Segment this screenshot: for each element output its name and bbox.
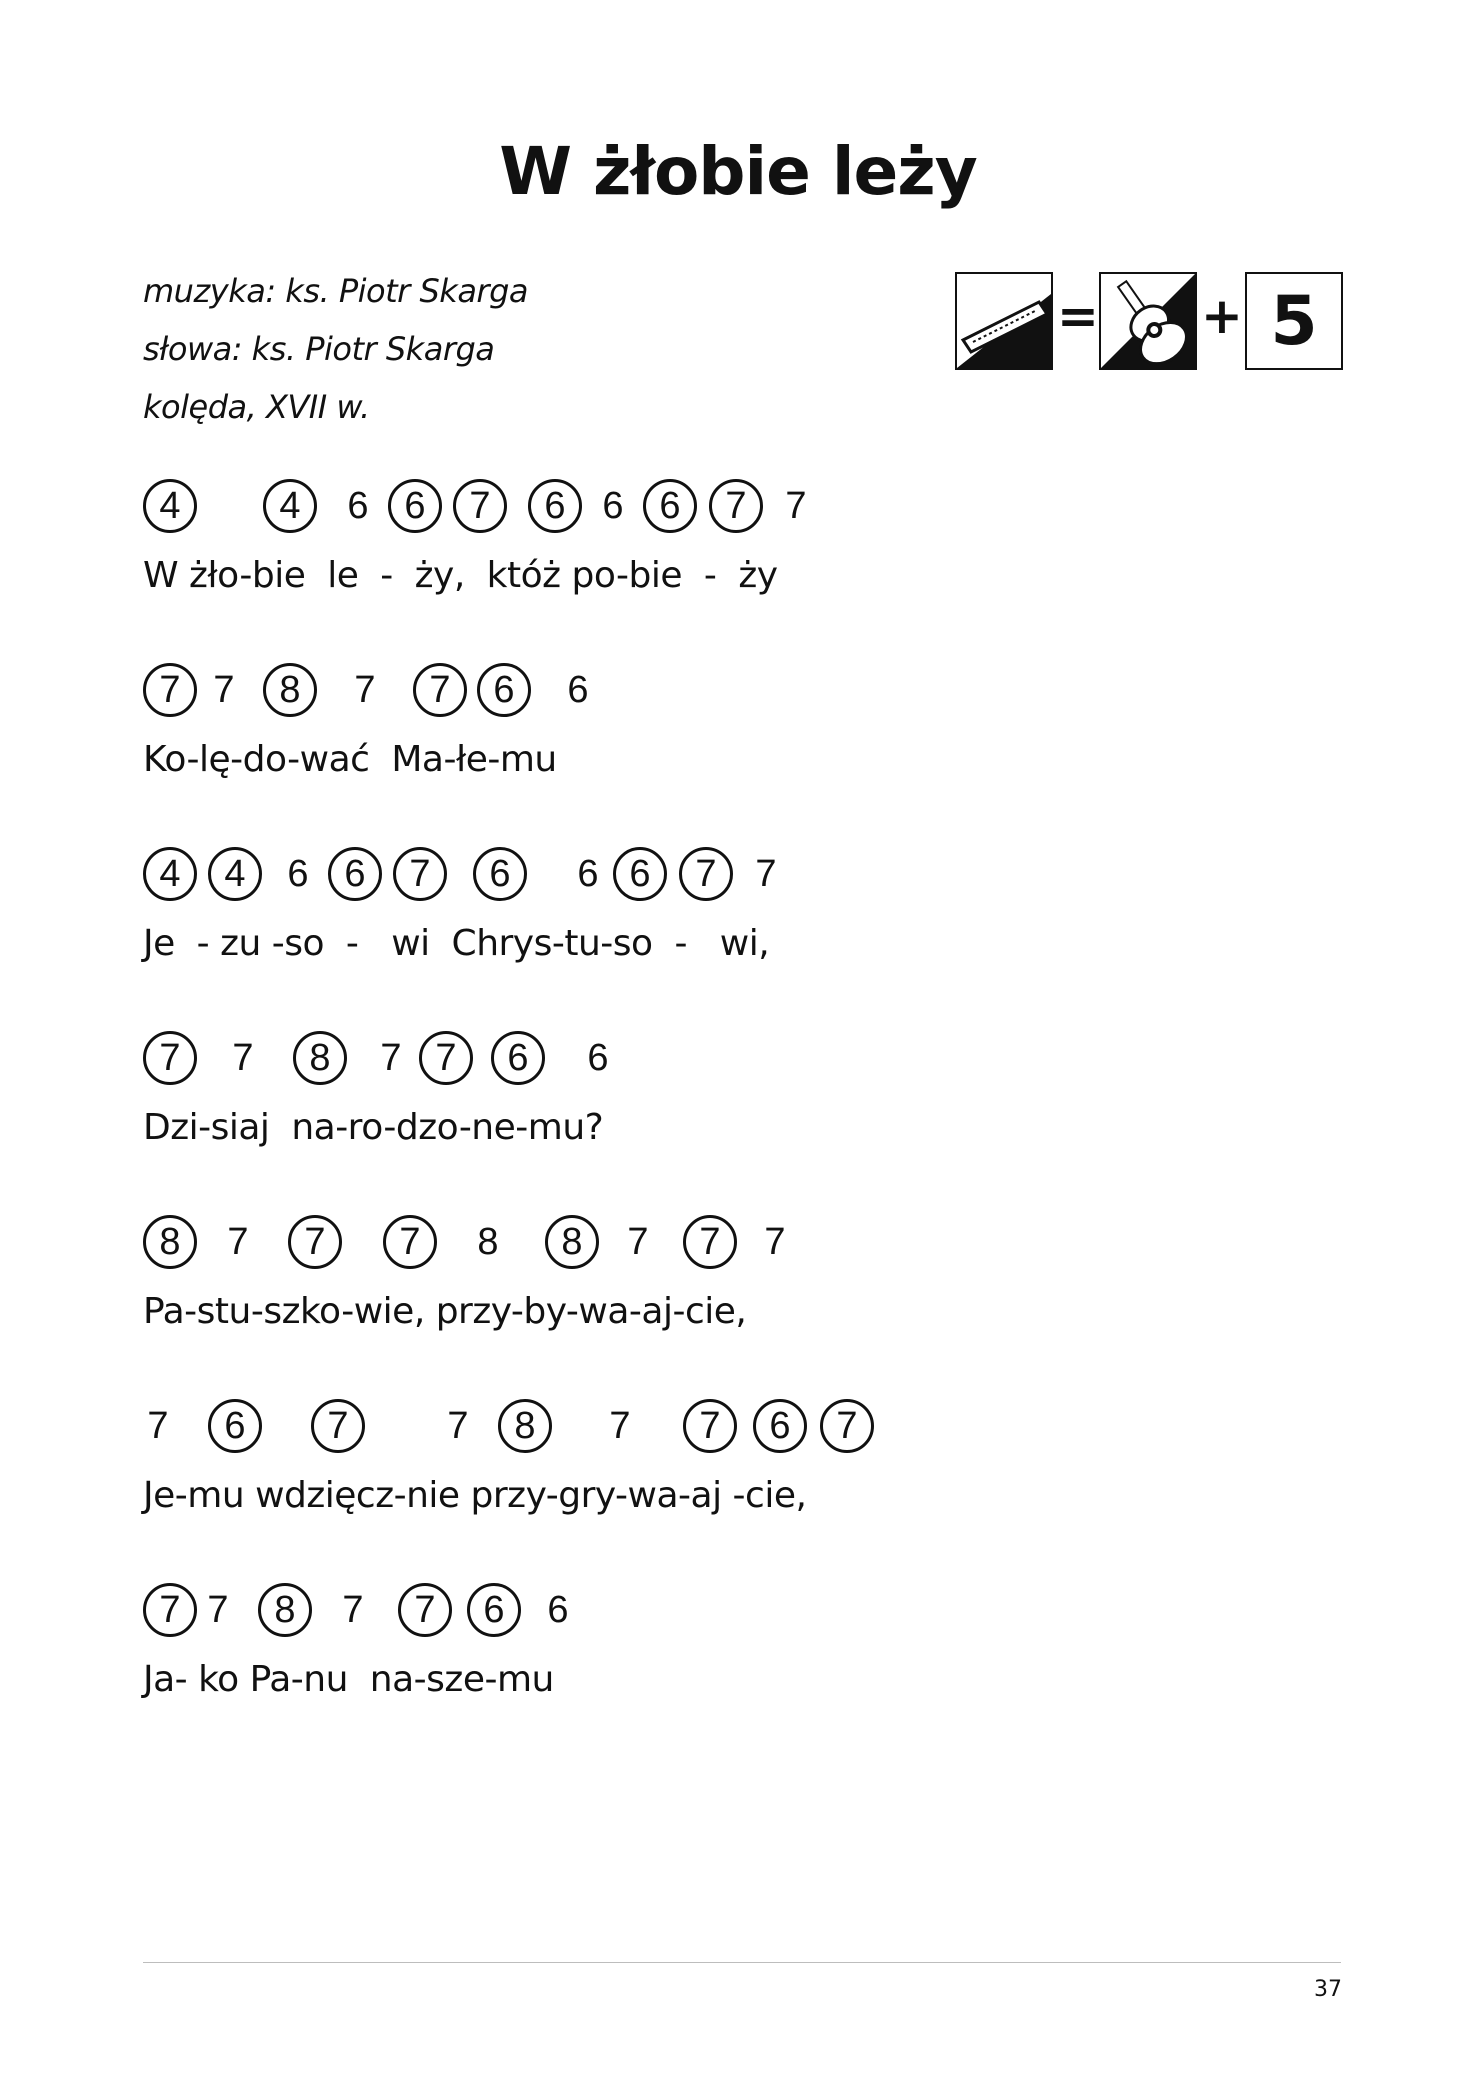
harmonica-icon — [955, 272, 1053, 370]
blow-note: 6 — [328, 847, 382, 901]
blow-note: 8 — [293, 1031, 347, 1085]
blow-note: 7 — [709, 479, 763, 533]
draw-note: 6 — [567, 669, 589, 711]
genre-note: kolęda, XVII w. — [143, 388, 370, 426]
blow-note: 7 — [383, 1215, 437, 1269]
blow-note: 4 — [208, 847, 262, 901]
blow-note: 8 — [498, 1399, 552, 1453]
draw-note: 6 — [587, 1037, 609, 1079]
blow-note: 4 — [143, 479, 197, 533]
draw-note: 6 — [602, 485, 624, 527]
music-credit: muzyka: ks. Piotr Skarga — [143, 272, 528, 310]
draw-note: 7 — [447, 1405, 469, 1447]
blow-note: 7 — [413, 663, 467, 717]
draw-note: 7 — [227, 1221, 249, 1263]
blow-note: 8 — [545, 1215, 599, 1269]
draw-note: 7 — [342, 1589, 364, 1631]
blow-note: 6 — [753, 1399, 807, 1453]
blow-note: 7 — [820, 1399, 874, 1453]
draw-note: 7 — [207, 1589, 229, 1631]
blow-note: 6 — [208, 1399, 262, 1453]
blow-note: 7 — [398, 1583, 452, 1637]
draw-note: 7 — [232, 1037, 254, 1079]
blow-note: 8 — [263, 663, 317, 717]
note-row — [143, 1398, 1143, 1458]
draw-note: 7 — [764, 1221, 786, 1263]
draw-note: 6 — [547, 1589, 569, 1631]
lyric-line: Je - zu -so - wi Chrys-tu-so - wi, — [143, 923, 770, 964]
draw-note: 6 — [287, 853, 309, 895]
guitar-icon — [1099, 272, 1197, 370]
lyric-line: Ja- ko Pa-nu na-sze-mu — [143, 1659, 554, 1700]
fret-number-box: 5 — [1245, 272, 1343, 370]
blow-note: 7 — [419, 1031, 473, 1085]
blow-note: 7 — [288, 1215, 342, 1269]
blow-note: 7 — [683, 1399, 737, 1453]
blow-note: 7 — [143, 1583, 197, 1637]
draw-note: 7 — [380, 1037, 402, 1079]
blow-note: 6 — [491, 1031, 545, 1085]
draw-note: 7 — [354, 669, 376, 711]
blow-note: 6 — [477, 663, 531, 717]
tuning-legend — [955, 272, 1341, 370]
page-number: 37 — [1314, 1977, 1342, 2002]
blow-note: 8 — [143, 1215, 197, 1269]
blow-note: 6 — [528, 479, 582, 533]
note-row — [143, 1582, 1143, 1642]
draw-note: 7 — [609, 1405, 631, 1447]
draw-note: 7 — [627, 1221, 649, 1263]
blow-note: 7 — [311, 1399, 365, 1453]
blow-note: 6 — [613, 847, 667, 901]
equals-sign: = — [1057, 287, 1099, 345]
blow-note: 8 — [258, 1583, 312, 1637]
blow-note: 7 — [143, 1031, 197, 1085]
blow-note: 7 — [683, 1215, 737, 1269]
lyric-line: W żło-bie le - ży, któż po-bie - ży — [143, 555, 778, 596]
draw-note: 7 — [213, 669, 235, 711]
draw-note: 7 — [785, 485, 807, 527]
blow-note: 7 — [393, 847, 447, 901]
note-row — [143, 662, 1143, 722]
draw-note: 7 — [755, 853, 777, 895]
note-row — [143, 1030, 1143, 1090]
draw-note: 7 — [147, 1405, 169, 1447]
song-credits — [143, 262, 528, 436]
blow-note: 7 — [679, 847, 733, 901]
note-row — [143, 1214, 1143, 1274]
blow-note: 4 — [143, 847, 197, 901]
blow-note: 6 — [467, 1583, 521, 1637]
lyric-line: Dzi-siaj na-ro-dzo-ne-mu? — [143, 1107, 604, 1148]
blow-note: 7 — [143, 663, 197, 717]
lyrics-credit: słowa: ks. Piotr Skarga — [143, 330, 495, 368]
blow-note: 6 — [643, 479, 697, 533]
footer-divider — [143, 1962, 1341, 1963]
lyric-line: Pa-stu-szko-wie, przy-by-wa-aj-cie, — [143, 1291, 747, 1332]
song-title: W żłobie leży — [499, 133, 977, 210]
draw-note: 6 — [347, 485, 369, 527]
blow-note: 6 — [388, 479, 442, 533]
blow-note: 6 — [473, 847, 527, 901]
note-row — [143, 846, 1143, 906]
lyric-line: Je-mu wdzięcz-nie przy-gry-wa-aj -cie, — [143, 1475, 807, 1516]
draw-note: 8 — [477, 1221, 499, 1263]
draw-note: 6 — [577, 853, 599, 895]
note-row — [143, 478, 1143, 538]
plus-sign: + — [1201, 287, 1243, 345]
blow-note: 4 — [263, 479, 317, 533]
lyric-line: Ko-lę-do-wać Ma-łe-mu — [143, 739, 557, 780]
blow-note: 7 — [453, 479, 507, 533]
